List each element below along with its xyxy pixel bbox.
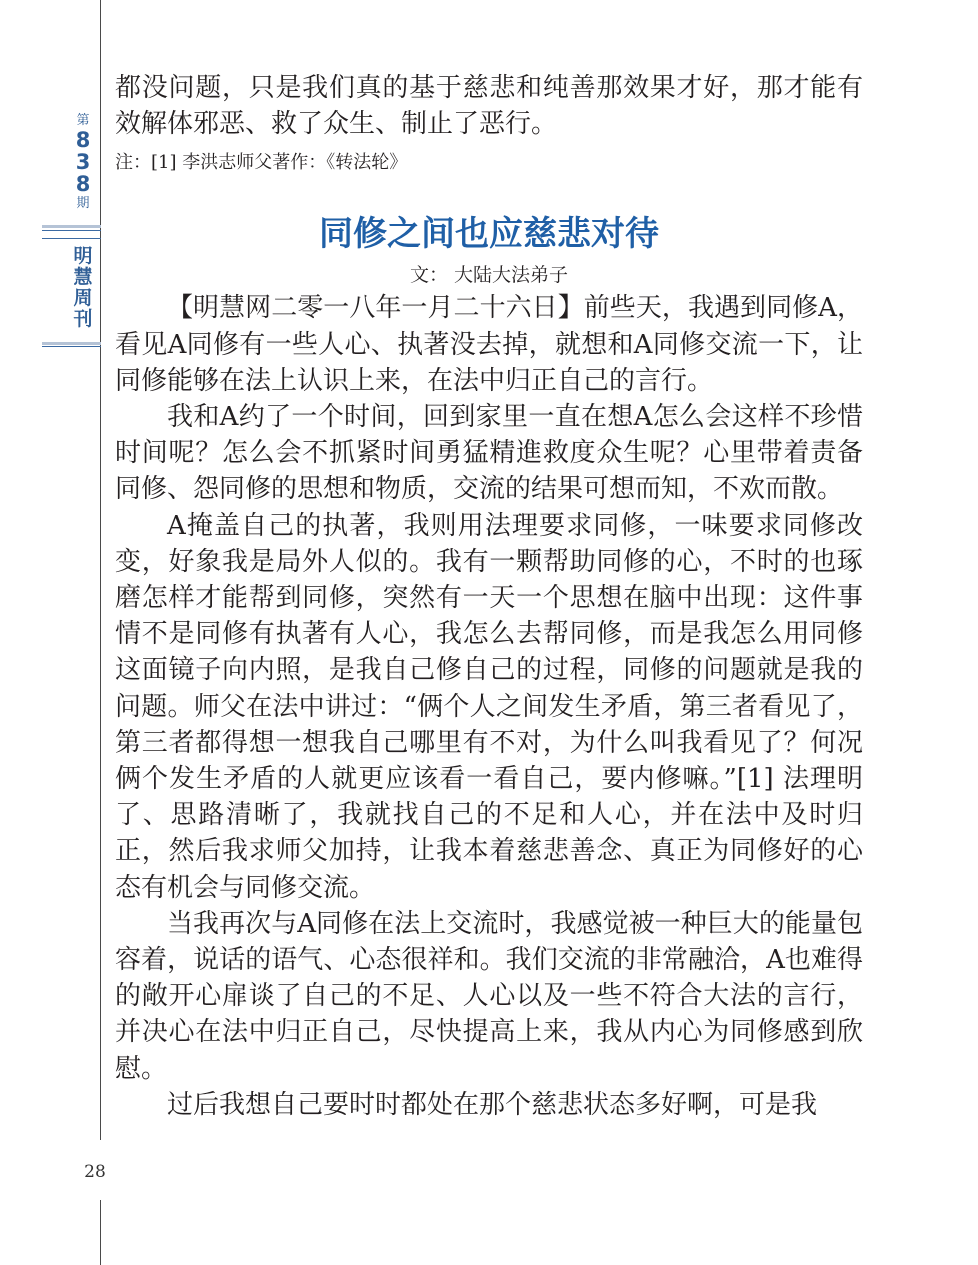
- masthead-char: 周: [73, 287, 93, 309]
- article-paragraph: A掩盖自己的执著，我则用法理要求同修，一味要求同修改变，好象我是局外人似的。我有一颗帮助同修的心，不时的也琢磨怎样才能帮到同修，突然有一天一个思想在脑中出现：这件事情不是同修有执著有人心，我怎么去帮同修，而是我怎么用同修这面镜子向内照，是我自己修自己的过程，同修的问题就是我的问题。师父在法中讲过：“俩个人之间发生矛盾，第三者看见了，第三者都得想一想我自己哪里有不对，为什么叫我看见了？何况俩个发生矛盾的人就更应该看一看自己，要内修嘛。”[1] 法理明了、思路清晰了，我就找自己的不足和人心，并在法中及时归正，然后我求师父加持，让我本着慈悲善念、真正为同修好的心态有机会与同修交流。: [115, 510, 863, 903]
- footnote: 注：[1] 李洪志师父著作：《转法轮》: [115, 152, 408, 174]
- sidebar-rule: [42, 346, 101, 347]
- issue-digit: 8: [75, 128, 91, 152]
- continued-paragraph: 都没问题，只是我们真的基于慈悲和纯善那效果才好，那才能有效解体邪恶、救了众生、制止了恶行。: [115, 73, 863, 140]
- article-paragraph: 过后我想自己要时时都处在那个慈悲状态多好啊，可是我: [167, 1089, 818, 1120]
- margin-rule-bottom: [100, 1200, 101, 1265]
- issue-label: [62, 112, 104, 212]
- page-number: 28: [84, 1162, 106, 1182]
- article-title: 同修之间也应慈悲对待: [319, 214, 659, 255]
- masthead-char: 刊: [73, 308, 93, 330]
- issue-prefix: 第: [76, 113, 90, 128]
- issue-suffix: 期: [76, 196, 90, 211]
- article-paragraph: 【明慧网二零一八年一月二十六日】前些天，我遇到同修A，看见A同修有一些人心、执著没去掉，就想和A同修交流一下，让同修能够在法上认识上来，在法中归正自己的言行。: [115, 293, 863, 396]
- issue-digit: 3: [75, 150, 91, 174]
- article-paragraph: 我和A约了一个时间，回到家里一直在想A怎么会这样不珍惜时间呢？怎么会不抓紧时间勇猛精進救度众生呢？心里带着责备同修、怨同修的思想和物质，交流的结果可想而知，不欢而散。: [115, 402, 863, 505]
- masthead: [62, 246, 104, 330]
- masthead-char: 慧: [73, 266, 93, 288]
- sidebar-band: [42, 225, 101, 228]
- issue-digit: 8: [75, 172, 91, 196]
- article-byline: 文： 大陆大法弟子: [409, 264, 569, 287]
- sidebar-rule: [42, 230, 101, 231]
- sidebar-rule: [42, 238, 101, 239]
- article-paragraph: 当我再次与A同修在法上交流时，我感觉被一种巨大的能量包容着，说话的语气、心态很祥和。我们交流的非常融洽，A也难得的敞开心扉谈了自己的不足、人心以及一些不符合大法的言行，并决心在法中归正自己，尽快提高上来，我从内心为同修感到欣慰。: [115, 908, 863, 1084]
- sidebar-band: [42, 342, 101, 345]
- masthead-char: 明: [73, 245, 93, 267]
- page-content: [115, 70, 863, 1123]
